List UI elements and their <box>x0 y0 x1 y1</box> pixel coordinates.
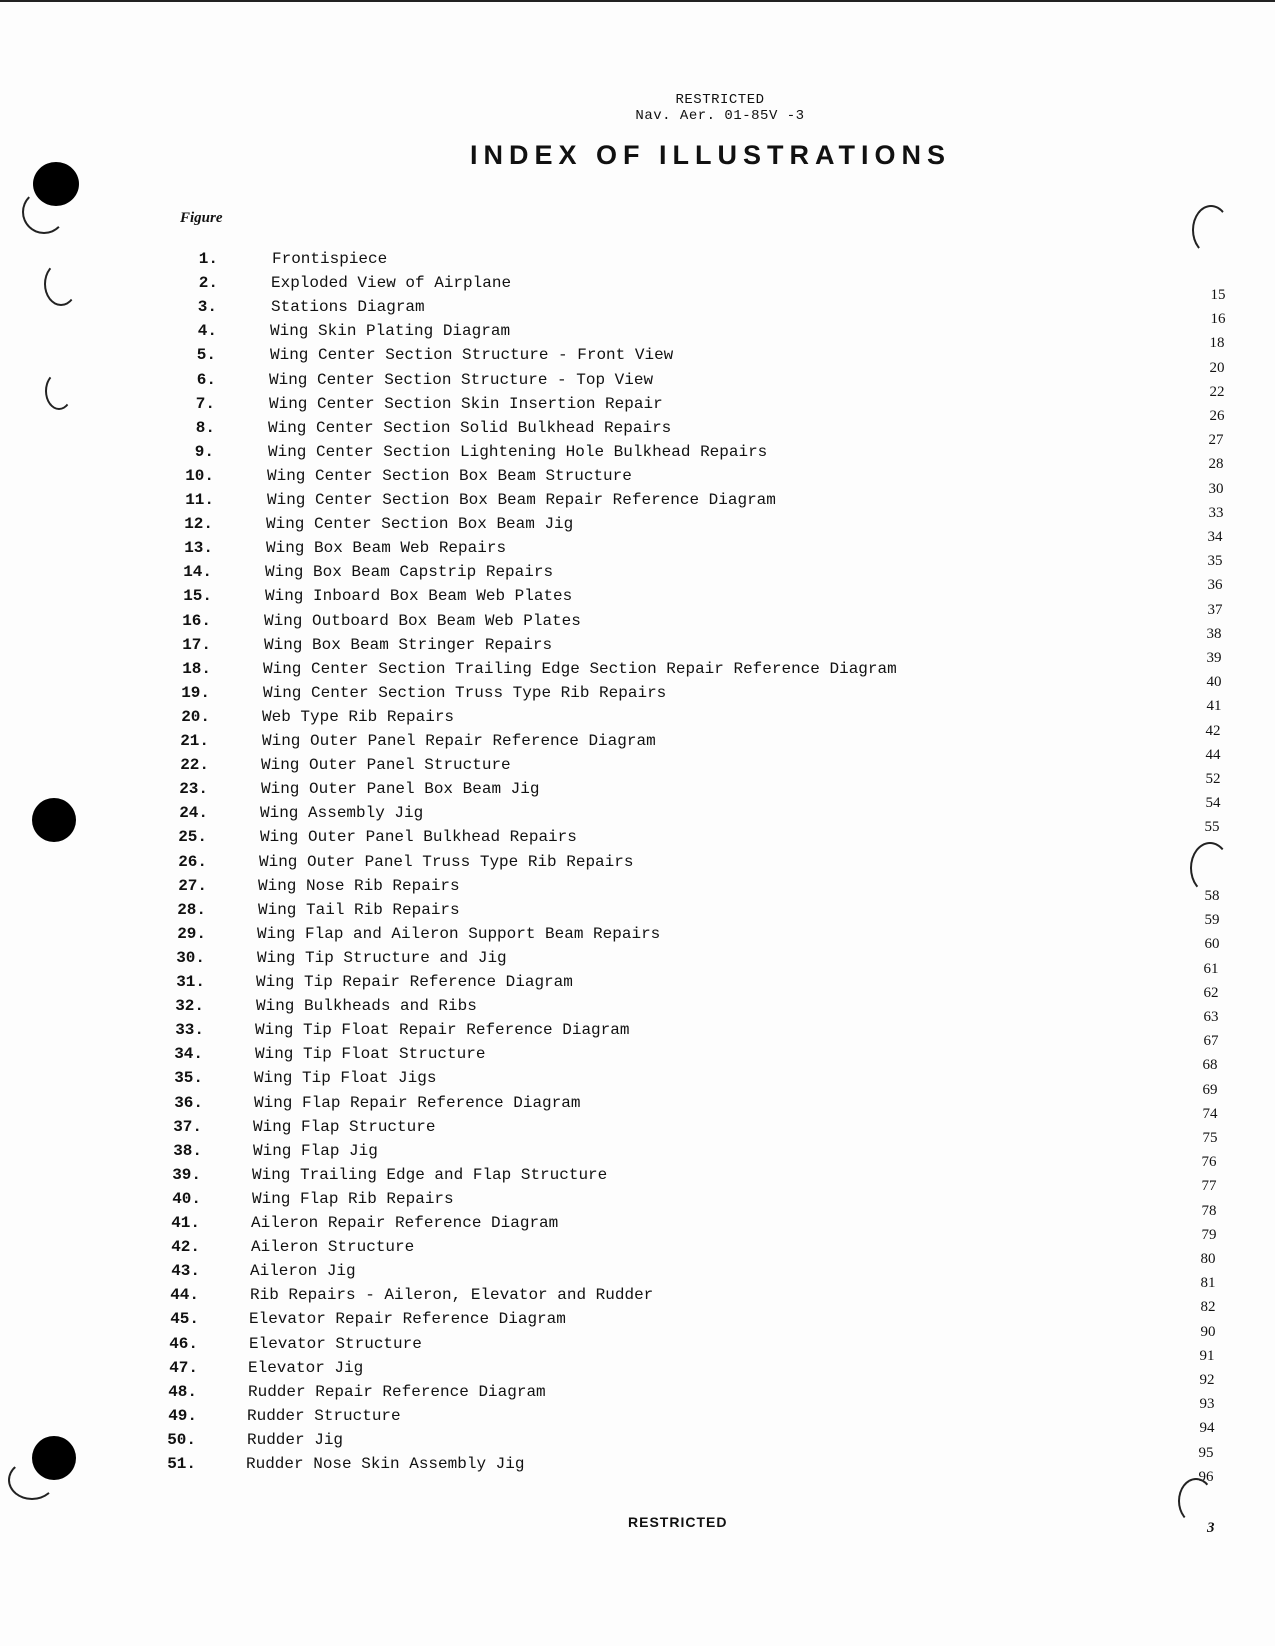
figure-title: Wing Tip Repair Reference Diagram <box>256 973 573 991</box>
page-reference: 81 <box>1200 1275 1216 1291</box>
figure-number: 32. <box>175 997 204 1015</box>
figure-number: 17. <box>182 636 211 654</box>
figure-title: Stations Diagram <box>271 298 425 316</box>
figure-number: 9. <box>194 443 214 461</box>
figure-title: Wing Flap Repair Reference Diagram <box>254 1094 581 1112</box>
figure-number: 41. <box>171 1214 200 1232</box>
page-reference: 30 <box>1208 481 1224 497</box>
page-reference: 41 <box>1206 698 1222 714</box>
page-reference: 69 <box>1202 1082 1218 1098</box>
page-reference: 40 <box>1206 674 1222 690</box>
figure-number: 36. <box>174 1094 203 1112</box>
binding-ring-arc <box>1192 205 1230 255</box>
figure-number: 19. <box>181 684 210 702</box>
figure-title: Rudder Jig <box>247 1431 344 1449</box>
page-reference: 93 <box>1199 1396 1215 1412</box>
binding-ring-arc <box>1190 842 1230 894</box>
figure-title: Frontispiece <box>272 250 388 268</box>
figure-title: Wing Center Section Solid Bulkhead Repairs <box>268 419 672 437</box>
page-reference: 36 <box>1207 577 1223 593</box>
figure-number: 42. <box>171 1238 200 1256</box>
figure-title: Wing Outboard Box Beam Web Plates <box>264 612 581 630</box>
figure-number: 29. <box>177 925 206 943</box>
figure-title: Wing Tip Float Repair Reference Diagram <box>255 1021 630 1039</box>
figure-number: 39. <box>172 1166 201 1184</box>
figure-number: 5. <box>196 346 216 364</box>
figure-title: Wing Tip Float Jigs <box>254 1069 437 1087</box>
page-reference: 60 <box>1204 936 1220 952</box>
page-reference: 59 <box>1204 912 1220 928</box>
page-reference: 78 <box>1201 1203 1217 1219</box>
figure-title: Wing Outer Panel Bulkhead Repairs <box>260 828 577 846</box>
page-reference: 54 <box>1205 795 1221 811</box>
page-reference: 77 <box>1201 1178 1217 1194</box>
figure-number: 23. <box>179 780 208 798</box>
figure-number: 22. <box>180 756 209 774</box>
figure-title: Elevator Jig <box>248 1359 364 1377</box>
figure-title: Wing Tail Rib Repairs <box>258 901 460 919</box>
page-reference: 96 <box>1198 1469 1214 1485</box>
figure-title: Wing Flap and Aileron Support Beam Repairs <box>257 925 661 943</box>
page-reference: 76 <box>1201 1154 1217 1170</box>
figure-number: 33. <box>175 1021 204 1039</box>
figure-number: 43. <box>171 1262 200 1280</box>
page-reference: 18 <box>1209 335 1225 351</box>
page-reference: 26 <box>1209 408 1225 424</box>
page-reference: 20 <box>1209 360 1225 376</box>
figure-number: 35. <box>174 1069 203 1087</box>
page-reference: 68 <box>1202 1057 1218 1073</box>
figure-number: 15. <box>183 587 212 605</box>
figure-title: Wing Tip Structure and Jig <box>257 949 507 967</box>
figure-title: Wing Center Section Structure - Front View <box>270 346 674 364</box>
figure-number: 10. <box>185 467 214 485</box>
page-reference: 63 <box>1203 1009 1219 1025</box>
page-reference: 74 <box>1202 1106 1218 1122</box>
figure-number: 16. <box>182 612 211 630</box>
figure-title: Elevator Structure <box>249 1335 422 1353</box>
binding-hole <box>32 798 76 842</box>
figure-number: 27. <box>178 877 207 895</box>
figure-number: 4. <box>197 322 217 340</box>
page-title: INDEX OF ILLUSTRATIONS <box>470 140 951 170</box>
footer-classification: RESTRICTED <box>628 1514 728 1530</box>
figure-number: 7. <box>195 395 215 413</box>
page-reference: 80 <box>1200 1251 1216 1267</box>
figure-title: Wing Trailing Edge and Flap Structure <box>252 1166 608 1184</box>
figure-number: 51. <box>167 1455 196 1473</box>
page-reference: 15 <box>1210 287 1226 303</box>
figure-number: 34. <box>174 1045 203 1063</box>
figure-number: 13. <box>184 539 213 557</box>
figure-title: Wing Box Beam Web Repairs <box>266 539 507 557</box>
figure-number: 48. <box>168 1383 197 1401</box>
figure-title: Wing Flap Structure <box>253 1118 436 1136</box>
figure-number: 8. <box>195 419 215 437</box>
binding-ring-arc <box>1178 1478 1214 1524</box>
page-reference: 62 <box>1203 985 1219 1001</box>
figure-title: Wing Box Beam Stringer Repairs <box>264 636 553 654</box>
figure-title: Rudder Repair Reference Diagram <box>248 1383 546 1401</box>
page-reference: 52 <box>1205 771 1221 787</box>
figure-title: Wing Center Section Trailing Edge Section Repair Reference Diagram <box>263 660 897 678</box>
figure-number: 1. <box>198 250 218 268</box>
figure-title: Wing Center Section Structure - Top View <box>269 371 654 389</box>
figure-number: 6. <box>196 371 216 389</box>
figure-title: Rib Repairs - Aileron, Elevator and Rudder <box>250 1286 654 1304</box>
figure-number: 44. <box>170 1286 199 1304</box>
page-reference: 92 <box>1199 1372 1215 1388</box>
page-reference: 75 <box>1202 1130 1218 1146</box>
figure-title: Wing Skin Plating Diagram <box>270 322 511 340</box>
scan-edge-line <box>0 0 1275 2</box>
page-reference: 35 <box>1207 553 1223 569</box>
page-reference: 55 <box>1204 819 1220 835</box>
header-classification: RESTRICTED <box>675 92 765 108</box>
figure-title: Wing Outer Panel Box Beam Jig <box>261 780 540 798</box>
page-reference: 34 <box>1207 529 1223 545</box>
figure-title: Wing Center Section Box Beam Jig <box>266 515 574 533</box>
page-number: 3 <box>1207 1520 1215 1536</box>
figure-title: Wing Bulkheads and Ribs <box>256 997 477 1015</box>
figure-title: Aileron Repair Reference Diagram <box>251 1214 559 1232</box>
figure-column-label: Figure <box>180 210 223 226</box>
figure-number: 38. <box>173 1142 202 1160</box>
figure-title: Wing Outer Panel Repair Reference Diagram <box>262 732 656 750</box>
header-doc-number: Nav. Aer. 01-85V -3 <box>635 108 805 124</box>
figure-number: 21. <box>180 732 209 750</box>
binding-ring-arc <box>22 190 66 234</box>
figure-number: 14. <box>183 563 212 581</box>
figure-number: 25. <box>178 828 207 846</box>
figure-number: 40. <box>172 1190 201 1208</box>
page-reference: 58 <box>1204 888 1220 904</box>
page-reference: 67 <box>1203 1033 1219 1049</box>
figure-number: 45. <box>170 1310 199 1328</box>
page-reference: 61 <box>1203 961 1219 977</box>
binding-ring-arc <box>45 372 73 410</box>
figure-title: Wing Flap Rib Repairs <box>252 1190 454 1208</box>
figure-number: 18. <box>182 660 211 678</box>
figure-title: Aileron Structure <box>251 1238 415 1256</box>
page-reference: 82 <box>1200 1299 1216 1315</box>
figure-number: 12. <box>184 515 213 533</box>
figure-number: 31. <box>176 973 205 991</box>
figure-title: Rudder Nose Skin Assembly Jig <box>246 1455 525 1473</box>
figure-title: Wing Inboard Box Beam Web Plates <box>265 587 573 605</box>
page-reference: 16 <box>1210 311 1226 327</box>
page-reference: 44 <box>1205 747 1221 763</box>
figure-title: Wing Center Section Box Beam Structure <box>267 467 632 485</box>
figure-title: Wing Center Section Lightening Hole Bulkhead Repairs <box>268 443 768 461</box>
figure-title: Wing Outer Panel Truss Type Rib Repairs <box>259 853 634 871</box>
page-reference: 37 <box>1207 602 1223 618</box>
page-reference: 22 <box>1209 384 1225 400</box>
figure-number: 30. <box>176 949 205 967</box>
figure-number: 2. <box>198 274 218 292</box>
figure-title: Wing Flap Jig <box>253 1142 378 1160</box>
page-reference: 90 <box>1200 1324 1216 1340</box>
figure-title: Wing Box Beam Capstrip Repairs <box>265 563 554 581</box>
figure-number: 26. <box>178 853 207 871</box>
figure-title: Rudder Structure <box>247 1407 401 1425</box>
figure-number: 46. <box>169 1335 198 1353</box>
figure-title: Wing Outer Panel Structure <box>261 756 511 774</box>
figure-title: Wing Assembly Jig <box>260 804 424 822</box>
page-reference: 79 <box>1201 1227 1217 1243</box>
figure-title: Elevator Repair Reference Diagram <box>249 1310 566 1328</box>
page-reference: 39 <box>1206 650 1222 666</box>
figure-title: Wing Nose Rib Repairs <box>258 877 460 895</box>
figure-number: 50. <box>167 1431 196 1449</box>
figure-title: Wing Center Section Skin Insertion Repair <box>269 395 663 413</box>
figure-title: Exploded View of Airplane <box>271 274 512 292</box>
figure-number: 28. <box>177 901 206 919</box>
page-reference: 42 <box>1205 723 1221 739</box>
figure-number: 49. <box>168 1407 197 1425</box>
figure-number: 11. <box>185 491 214 509</box>
page-reference: 95 <box>1198 1445 1214 1461</box>
binding-ring-arc <box>8 1460 56 1500</box>
page-reference: 28 <box>1208 456 1224 472</box>
page-reference: 27 <box>1208 432 1224 448</box>
figure-number: 37. <box>173 1118 202 1136</box>
figure-number: 20. <box>181 708 210 726</box>
figure-title: Wing Center Section Truss Type Rib Repairs <box>263 684 667 702</box>
figure-title: Aileron Jig <box>250 1262 356 1280</box>
page-reference: 38 <box>1206 626 1222 642</box>
figure-number: 24. <box>179 804 208 822</box>
page-reference: 91 <box>1199 1348 1215 1364</box>
binding-ring-arc <box>44 262 78 306</box>
figure-title: Wing Tip Float Structure <box>255 1045 486 1063</box>
page-reference: 33 <box>1208 505 1224 521</box>
figure-number: 3. <box>197 298 217 316</box>
figure-title: Web Type Rib Repairs <box>262 708 455 726</box>
figure-number: 47. <box>169 1359 198 1377</box>
figure-title: Wing Center Section Box Beam Repair Reference Diagram <box>267 491 776 509</box>
page-reference: 94 <box>1199 1420 1215 1436</box>
